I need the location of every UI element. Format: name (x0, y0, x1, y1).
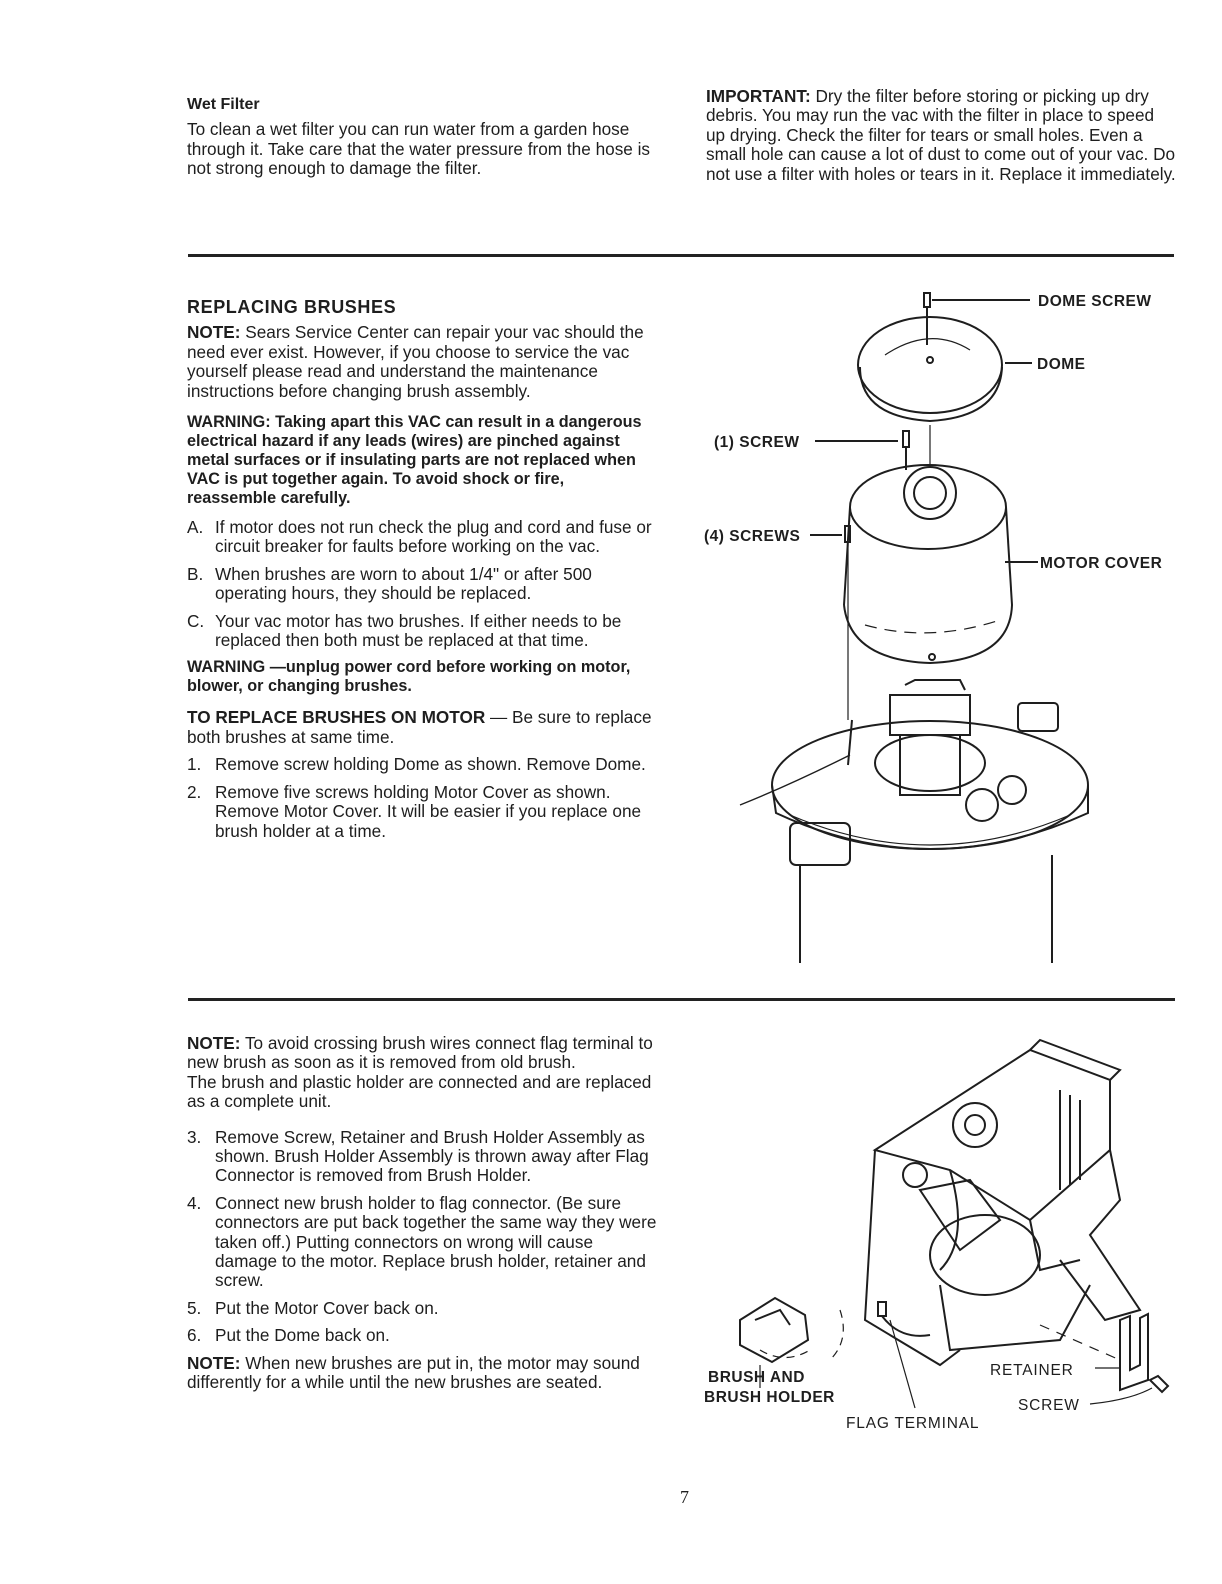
step-label: 1. (187, 754, 202, 775)
bottom-note-body: To avoid crossing brush wires connect flag terminal to new brush as soon as it is removed from old brush. (187, 1033, 653, 1073)
unplug-warning: WARNING —unplug power cord before working on motor, blower, or changing brushes. (187, 658, 631, 696)
divider-middle (188, 998, 1175, 1001)
list-text: When brushes are worn to about 1/4" or after 500 operating hours, they should be replaced. (215, 563, 592, 604)
brush-holder-diagram (700, 1020, 1200, 1440)
label-brush-holder: BRUSH HOLDER (704, 1389, 835, 1406)
bottom-note-paragraph (187, 1034, 657, 1073)
note-body: Sears Service Center can repair your vac should the need ever exist. However, if you choose to service the vac yourself please read and understand the maintenance instructions before changing brush assembly. (187, 322, 644, 401)
step-item (187, 783, 657, 841)
screw-shape (903, 431, 909, 447)
label-flag-terminal: FLAG TERMINAL (846, 1415, 980, 1432)
list-item (187, 518, 657, 557)
step-text: Remove Screw, Retainer and Brush Holder Assembly as shown. Brush Holder Assembly is thrown away after Flag Connector is removed from Brush Holder. (215, 1126, 649, 1186)
to-replace-paragraph (187, 708, 657, 747)
final-note-label: NOTE: (187, 1352, 241, 1373)
vac-motor-diagram (700, 285, 1190, 970)
step-label: 4. (187, 1192, 202, 1213)
final-note-body: When new brushes are put in, the motor may sound differently for a while until the new brushes are seated. (187, 1352, 640, 1393)
warning-paragraph: WARNING: Taking apart this VAC can result in a dangerous electrical hazard if any leads (wires) are pinched against metal surfaces or if insulating parts are not replaced when VAC is put together again. To avoid shock or fire, reassemble carefully. (187, 413, 642, 508)
divider-top (188, 254, 1174, 257)
label-brush-and: BRUSH AND (708, 1369, 805, 1386)
list-text: If motor does not run check the plug and cord and fuse or circuit breaker for faults before working on the vac. (215, 517, 652, 557)
label-dome: DOME (1037, 356, 1086, 373)
step-text: Put the Dome back on. (215, 1325, 390, 1346)
dome-screw-shape (924, 293, 930, 307)
bottom-note-body2: The brush and plastic holder are connected and are replaced as a complete unit. (187, 1071, 652, 1112)
final-note-paragraph (187, 1354, 657, 1393)
brush-replacement-section (187, 1034, 657, 1393)
retainer-screw-shape (1150, 1376, 1168, 1392)
list-label: B. (187, 563, 204, 584)
step-label: 5. (187, 1297, 202, 1318)
step-text: Remove five screws holding Motor Cover as shown. Remove Motor Cover. It will be easier if you replace one brush holder at a time. (215, 781, 642, 841)
dome-shape (858, 317, 1002, 413)
note-paragraph (187, 323, 657, 401)
step-item (187, 1194, 657, 1291)
important-body: Dry the filter before storing or picking up dry debris. You may run the vac with the filter in place to speed up drying. Check the filter for tears or small holes. Even a small hole can cause a lot of dust to come out of your vac. Do not use a filter with holes or tears in it. Replace it immediately. (706, 86, 1176, 184)
note-label: NOTE: (187, 322, 241, 343)
bottom-note-label: NOTE: (187, 1033, 241, 1053)
wet-filter-section (187, 95, 657, 179)
step-label: 6. (187, 1325, 202, 1346)
wet-filter-body: To clean a wet filter you can run water from a garden hose through it. Take care that the water pressure from the hose is not strong enough to damage the filter. (187, 119, 651, 179)
label-dome-screw: DOME SCREW (1038, 293, 1152, 310)
replacing-brushes-section (187, 298, 657, 841)
wet-filter-heading: Wet Filter (187, 96, 260, 113)
step-item (187, 1326, 657, 1345)
brush-holder-shape (740, 1298, 808, 1362)
to-replace-label: TO REPLACE BRUSHES ON MOTOR (187, 707, 486, 728)
list-item (187, 565, 657, 604)
to-replace-body: — Be sure to replace both brushes at same time. (187, 707, 652, 747)
list-label: A. (187, 517, 204, 538)
step-item (187, 1299, 657, 1318)
section-title: REPLACING BRUSHES (187, 297, 397, 317)
label-retainer: RETAINER (990, 1362, 1074, 1379)
important-section (706, 87, 1176, 184)
label-one-screw: (1) SCREW (714, 434, 800, 451)
step-text: Remove screw holding Dome as shown. Remove Dome. (215, 754, 646, 775)
label-screw: SCREW (1018, 1397, 1080, 1414)
page-number: 7 (680, 1487, 689, 1507)
motor-frame-shape (875, 1050, 1110, 1220)
step-text: Put the Motor Cover back on. (215, 1297, 439, 1318)
list-label: C. (187, 610, 205, 631)
label-motor-cover: MOTOR COVER (1040, 555, 1163, 572)
important-label: IMPORTANT: (706, 86, 811, 106)
list-text: Your vac motor has two brushes. If either needs to be replaced then both must be replaced at that time. (215, 610, 622, 651)
step-item (187, 1128, 657, 1186)
step-text: Connect new brush holder to flag connector. (Be sure connectors are put back together the same way they were taken off.) Putting connectors on wrong will cause damage to the motor. Replace brush holder, retainer and screw. (215, 1192, 657, 1291)
step-label: 3. (187, 1126, 202, 1147)
step-label: 2. (187, 781, 202, 802)
list-item (187, 612, 657, 651)
step-item (187, 755, 657, 774)
important-paragraph (706, 87, 1176, 184)
retainer-shape (1120, 1314, 1148, 1390)
label-four-screws: (4) SCREWS (704, 528, 801, 545)
